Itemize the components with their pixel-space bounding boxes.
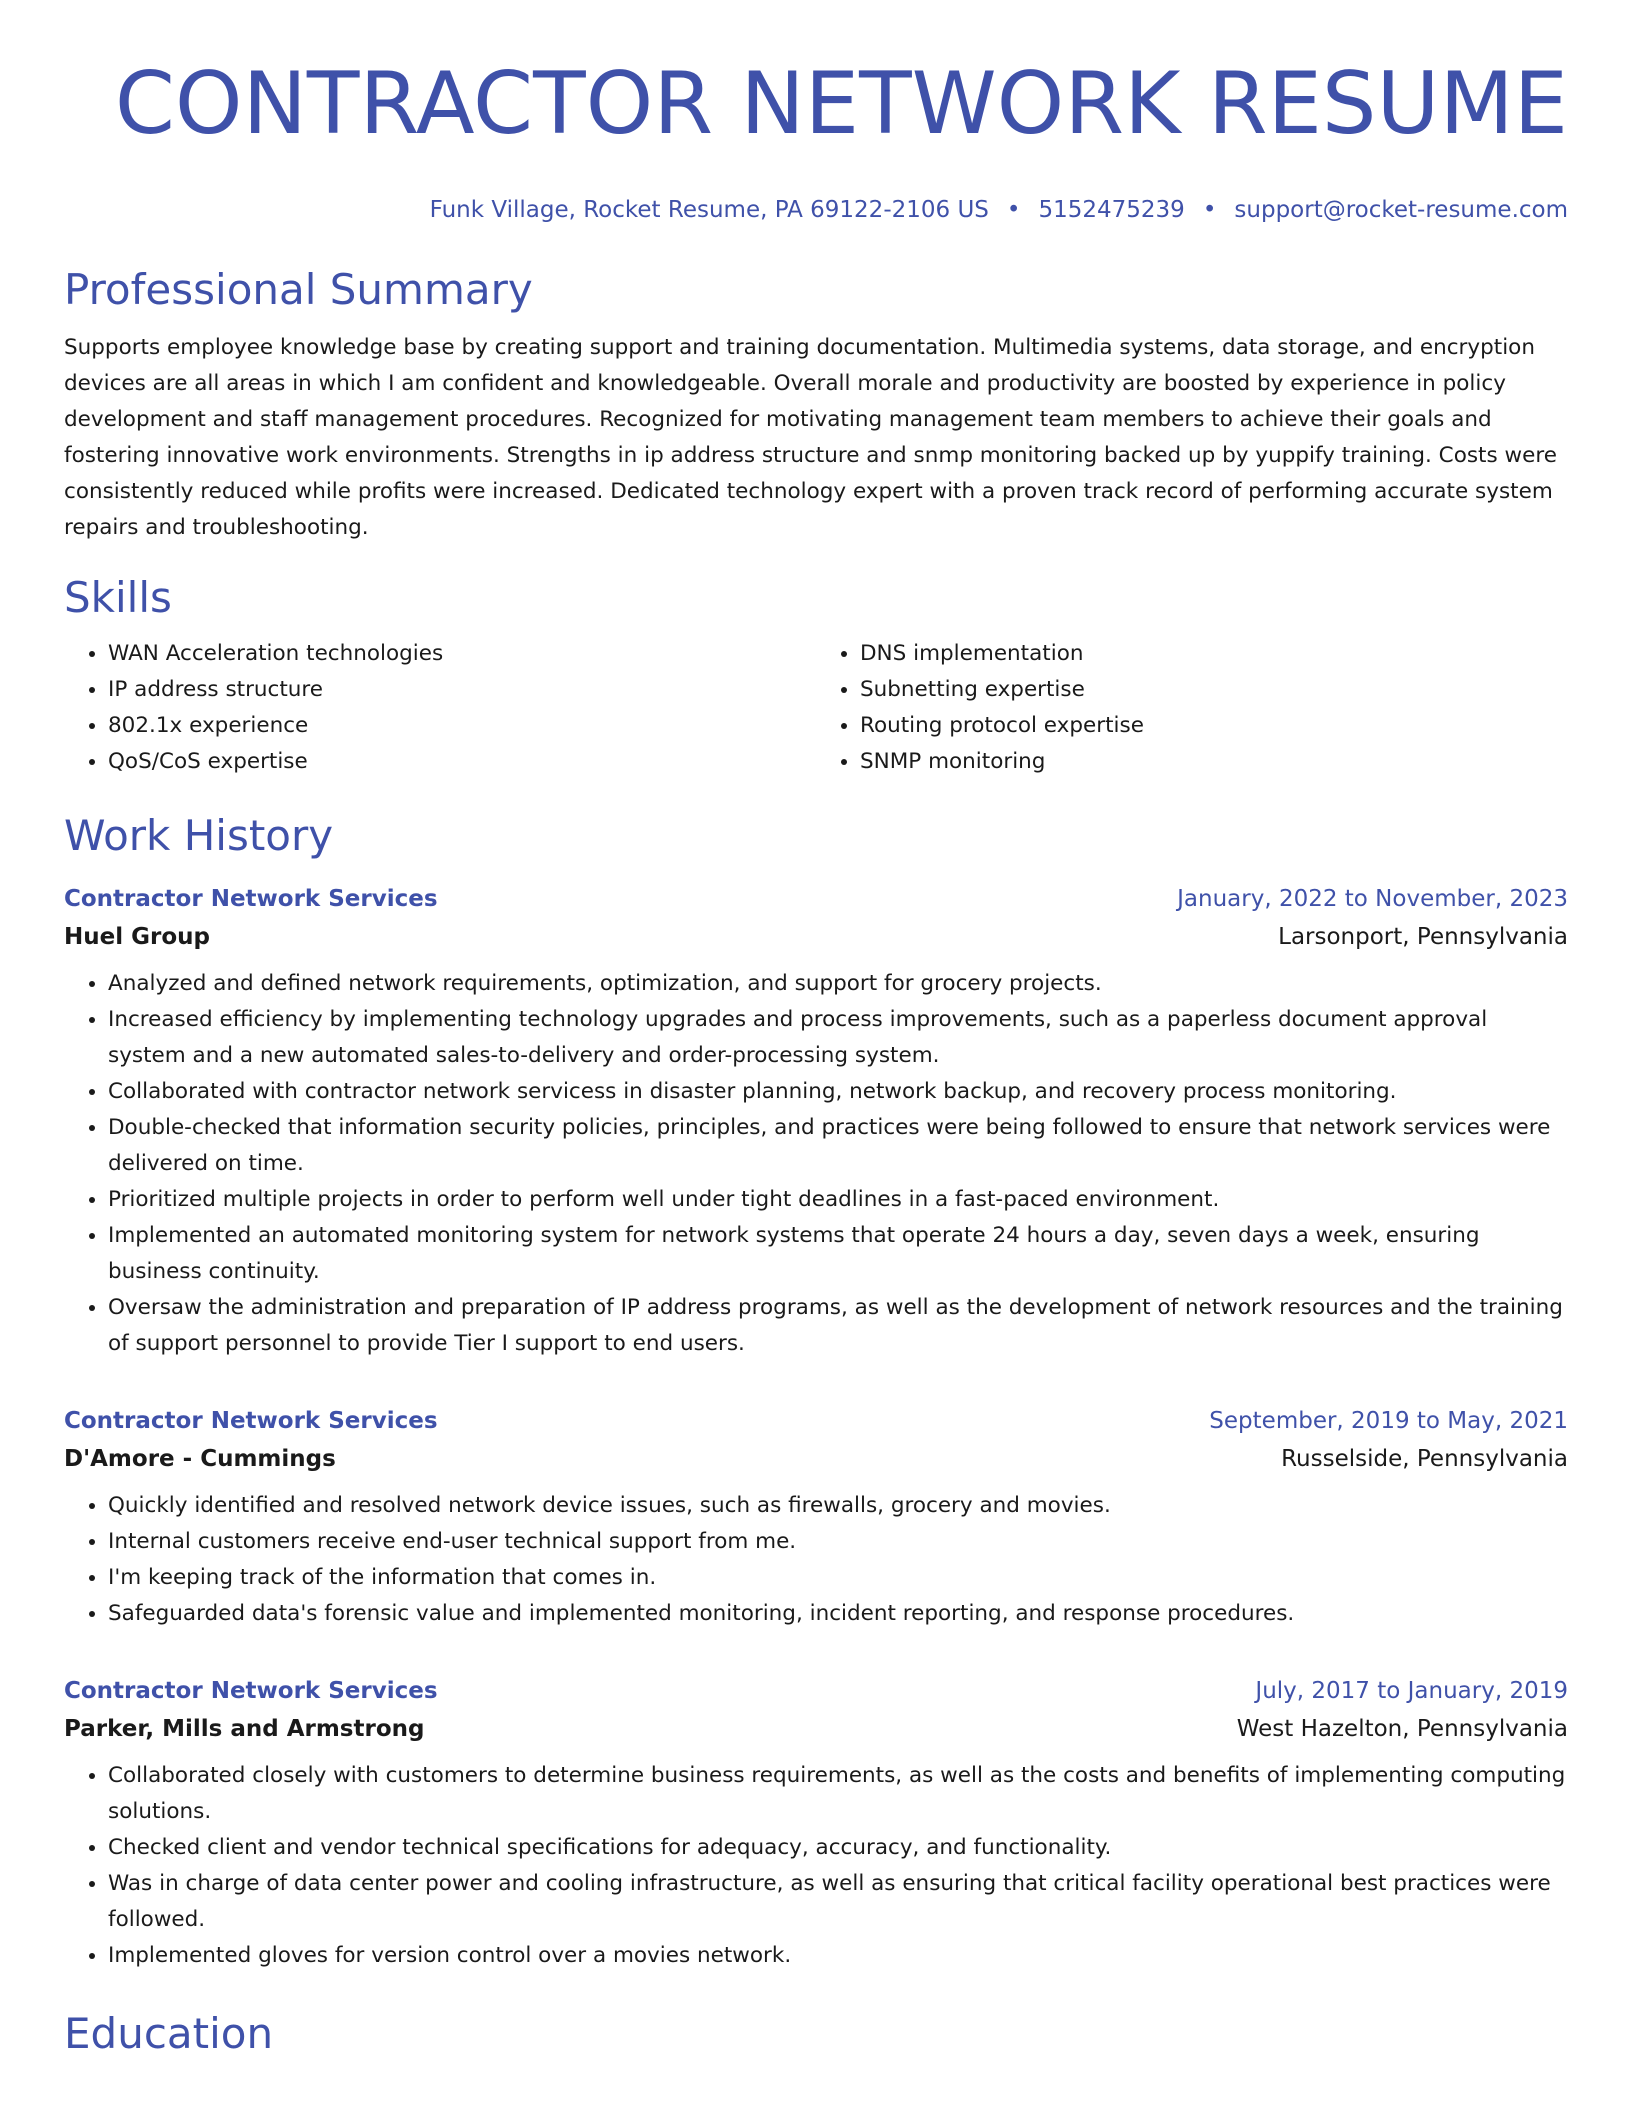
- job-company: Parker, Mills and Armstrong: [64, 1716, 425, 1742]
- job-bullets: [64, 1758, 1568, 1974]
- summary-text: Supports employee knowledge base by creating support and training documentation. Multimedia systems, data storage, and encryption devices are all areas in which I am confident and knowledgeable. Overall morale and productivity are boosted by experience in policy development and staff management procedures. Recognized for motivating management team members to achieve their goals and fostering innovative work environments. Strengths in ip address structure and snmp monitoring backed up by yuppify training. Costs were consistently reduced while profits were increased. Dedicated technology expert with a proven track record of performing accurate system repairs and troubleshooting.: [64, 335, 1557, 540]
- skill-item: • QoS/CoS expertise: [108, 744, 816, 780]
- contact-separator: •: [1006, 197, 1021, 223]
- job-company: Huel Group: [64, 924, 210, 950]
- job-entry: [64, 1402, 1568, 1632]
- job-bullet: • I'm keeping track of the information that comes in.: [108, 1560, 1568, 1596]
- resume-header: [64, 0, 1568, 226]
- job-bullet: • Collaborated with contractor network servicess in disaster planning, network backup, and recovery process monitoring.: [108, 1074, 1568, 1110]
- job-bullet: • Oversaw the administration and preparation of IP address programs, as well as the development of network resources and the training of support personnel to provide Tier I support to end users.: [108, 1290, 1568, 1362]
- job-dates: September, 2019 to May, 2021: [1209, 1408, 1568, 1434]
- skill-item: • 802.1x experience: [108, 708, 816, 744]
- skill-item: • DNS implementation: [860, 636, 1568, 672]
- skills-list-left: [64, 636, 816, 780]
- job-dates: January, 2022 to November, 2023: [1177, 886, 1568, 912]
- job-location: Larsonport, Pennsylvania: [1278, 924, 1568, 950]
- job-role: Contractor Network Services: [64, 1678, 438, 1704]
- job-bullet: • Prioritized multiple projects in order to perform well under tight deadlines in a fast-paced environment.: [108, 1182, 1568, 1218]
- job-company-row: [64, 1710, 1568, 1748]
- skill-item: • IP address structure: [108, 672, 816, 708]
- job-role: Contractor Network Services: [64, 1408, 438, 1434]
- skills-section: [64, 572, 1568, 780]
- job-company-row: [64, 918, 1568, 956]
- job-bullet: • Increased efficiency by implementing technology upgrades and process improvements, such as a paperless document approval system and a new automated sales-to-delivery and order-processing system.: [108, 1002, 1568, 1074]
- work-section: [64, 810, 1568, 1974]
- job-bullet: • Internal customers receive end-user technical support from me.: [108, 1524, 1568, 1560]
- skill-item: • SNMP monitoring: [860, 744, 1568, 780]
- job-bullets: [64, 1488, 1568, 1632]
- job-bullet: • Analyzed and defined network requirements, optimization, and support for grocery projects.: [108, 966, 1568, 1002]
- skill-item: • WAN Acceleration technologies: [108, 636, 816, 672]
- skills-heading: Skills: [64, 573, 172, 622]
- job-bullet: • Collaborated closely with customers to determine business requirements, as well as the costs and benefits of implementing computing solutions.: [108, 1758, 1568, 1830]
- job-bullet: • Implemented gloves for version control over a movies network.: [108, 1938, 1568, 1974]
- education-section: [64, 2008, 1568, 2060]
- job-location: West Hazelton, Pennsylvania: [1236, 1716, 1568, 1742]
- contact-separator: •: [1202, 197, 1217, 223]
- resume-title: CONTRACTOR NETWORK RESUME: [114, 54, 1568, 154]
- job-bullets: [64, 966, 1568, 1362]
- job-entry: [64, 880, 1568, 1362]
- job-location: Russelside, Pennsylvania: [1281, 1446, 1568, 1472]
- skill-item: • Routing protocol expertise: [860, 708, 1568, 744]
- contact-address: Funk Village, Rocket Resume, PA 69122-2106 US: [429, 197, 989, 223]
- work-heading: Work History: [64, 811, 334, 860]
- contact-phone: 5152475239: [1038, 197, 1185, 223]
- job-dates: July, 2017 to January, 2019: [1255, 1678, 1568, 1704]
- job-bullet: • Checked client and vendor technical specifications for adequacy, accuracy, and functionality.: [108, 1830, 1568, 1866]
- contact-email: support@rocket-resume.com: [1234, 197, 1568, 223]
- job-bullet: • Safeguarded data's forensic value and implemented monitoring, incident reporting, and response procedures.: [108, 1596, 1568, 1632]
- job-title-row: [64, 1402, 1568, 1440]
- job-role: Contractor Network Services: [64, 886, 438, 912]
- skill-item: • Subnetting expertise: [860, 672, 1568, 708]
- contact-line: [64, 194, 1568, 226]
- skills-columns: [64, 636, 1568, 780]
- job-bullet: • Implemented an automated monitoring system for network systems that operate 24 hours a day, seven days a week, ensuring business continuity.: [108, 1218, 1568, 1290]
- job-company: D'Amore - Cummings: [64, 1446, 336, 1472]
- summary-section: [64, 264, 1568, 546]
- summary-heading: Professional Summary: [64, 265, 533, 314]
- job-company-row: [64, 1440, 1568, 1478]
- education-heading: Education: [64, 2009, 274, 2058]
- job-entry: [64, 1672, 1568, 1974]
- job-title-row: [64, 880, 1568, 918]
- job-bullet: • Was in charge of data center power and cooling infrastructure, as well as ensuring that critical facility operational best practices were followed.: [108, 1866, 1568, 1938]
- skills-list-right: [816, 636, 1568, 780]
- job-title-row: [64, 1672, 1568, 1710]
- job-bullet: • Double-checked that information security policies, principles, and practices were being followed to ensure that network services were delivered on time.: [108, 1110, 1568, 1182]
- job-bullet: • Quickly identified and resolved network device issues, such as firewalls, grocery and movies.: [108, 1488, 1568, 1524]
